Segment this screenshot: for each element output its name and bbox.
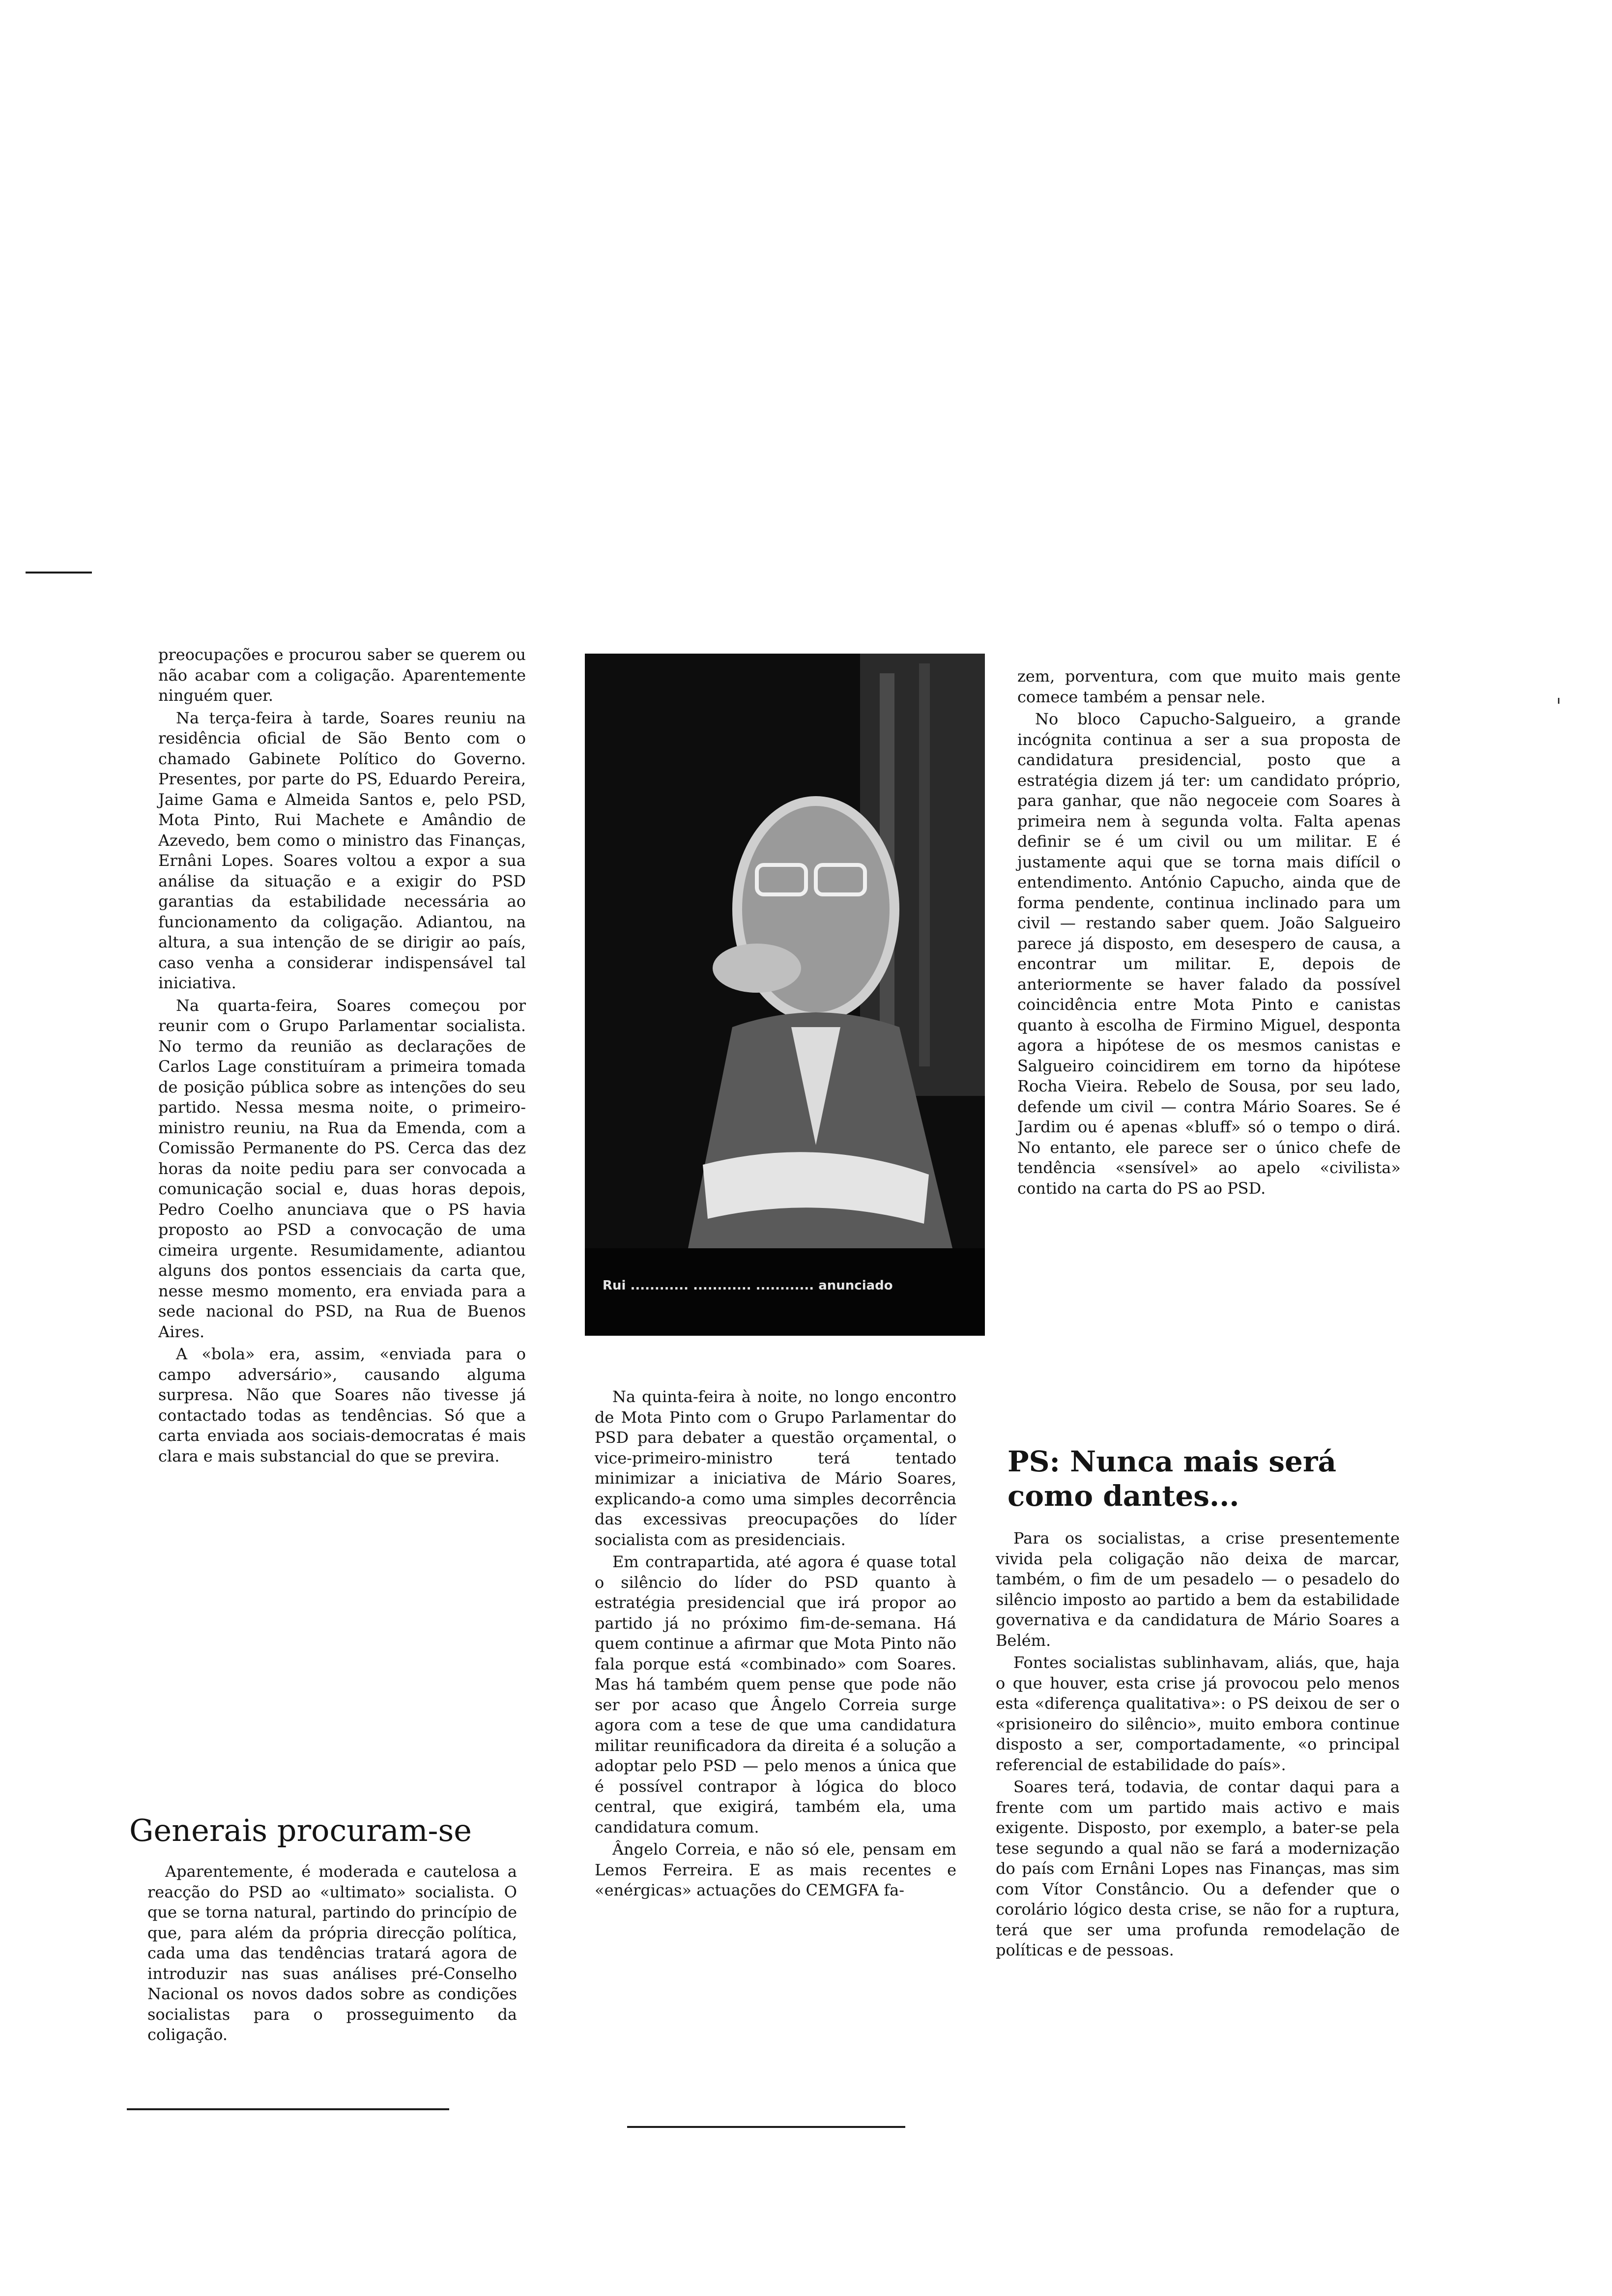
column-3 xyxy=(1017,666,1401,1199)
column-1 xyxy=(158,645,526,1466)
col1-paragraph-2: Na terça-feira à tarde, Soares reuniu na residência oficial de São Bento com o chamado Gabinete Político do Governo. Presentes, por parte do PS, Eduardo Pereira, Jaime Gama e Almeida Santos e, pelo PSD, Mota Pinto, Rui Machete e Amândio de Azevedo, bem como o ministro das Finanças, Ernâni Lopes. Soares voltou a expor a sua análise da situação e a exigir do PSD garantias da estabilidade necessária ao funcionamento da coligação. Adiantou, na altura, a sua intenção de se dirigir ao país, caso venha a considerar indispensável tal iniciativa. xyxy=(158,708,526,992)
margin-mark xyxy=(1558,698,1559,704)
ps-paragraph-1: Para os socialistas, a crise presentemente vivida pela coligação não deixa de marcar, também, o fim de um pesadelo — o pesadelo do silêncio imposto ao partido a bem da estabilidade governativa e da candidatura de Mário Soares a Belém. xyxy=(996,1529,1400,1650)
generais-paragraph-1: Aparentemente, é moderada e cautelosa a reacção do PSD ao «ultimato» socialista. O que se torna natural, partindo do princípio de que, para além da própria direcção política, cada uma das tendências tratará agora de introduzir nas suas análises pré-Conselho Nacional os novos dados sobre as condições socialistas para o prosseguimento da coligação. xyxy=(147,1862,517,2044)
col1-paragraph-1: preocupações e procurou saber se querem ou não acabar com a coligação. Aparentemente ninguém quer. xyxy=(158,645,526,705)
ps-section xyxy=(996,1528,1400,1961)
edge-rule xyxy=(26,572,92,574)
photo-caption: Rui ............ ............ ............ anunciado xyxy=(603,1278,893,1293)
col2-paragraph-3: Ângelo Correia, e não só ele, pensam em Lemos Ferreira. E as mais recentes e «enérgicas» actuações do CEMGFA fa- xyxy=(595,1840,956,1899)
ps-paragraph-2: Fontes socialistas sublinhavam, aliás, que, haja o que houver, esta crise já provocou pelo menos esta «diferença qualitativa»: o PS deixou de ser o «prisioneiro do silêncio», muito embora continue disposto a ser, comportadamente, «o principal referencial de estabilidade do país». xyxy=(996,1653,1400,1774)
portrait-illustration xyxy=(585,654,985,1336)
portrait-photo xyxy=(585,654,985,1336)
heading-ps: PS: Nunca mais será como dantes... xyxy=(1008,1445,1337,1513)
col3-paragraph-2: No bloco Capucho-Salgueiro, a grande incógnita continua a ser a sua proposta de candidatura presidencial, posto que a estratégia dizem já ter: um candidato próprio, para ganhar, que não negoceie com Soares à primeira nem à segunda volta. Falta apenas definir se é um civil ou um militar. E é justamente aqui que se torna mais difícil o entendimento. António Capucho, ainda que de forma pendente, continua inclinado para um civil — restando saber quem. João Salgueiro parece já disposto, em desespero de causa, a encontrar um militar. E, depois de anteriormente se haver falado da possível coincidência entre Mota Pinto e canistas quanto à escolha de Firmino Miguel, desponta agora a hipótese de os mesmos canistas e Salgueiro coincidirem em torno da hipótese Rocha Vieira. Rebelo de Sousa, por seu lado, defende um civil — contra Mário Soares. Se é Jardim ou é apenas «bluff» só o tempo o dirá. No entanto, ele parece ser o único chefe de tendência «sensível» ao apelo «civilista» contido na carta do PS ao PSD. xyxy=(1017,710,1401,1198)
col3-paragraph-1: zem, porventura, com que muito mais gente comece também a pensar nele. xyxy=(1017,667,1401,706)
column-2 xyxy=(595,1387,956,1901)
ps-paragraph-3: Soares terá, todavia, de contar daqui para a frente com um partido mais activo e mais exigente. Disposto, por exemplo, a bater-se pela tese segundo a qual não se fará a modernização do país com Ernâni Lopes nas Finanças, mas sim com Vítor Constâncio. Ou a defender que o corolário lógico desta crise, se não for a ruptura, terá que ser uma profunda remodelação de políticas e de pessoas. xyxy=(996,1778,1400,1959)
col1-paragraph-4: A «bola» era, assim, «enviada para o campo adversário», causando alguma surpresa. Não que Soares não tivesse já contactado todas as tendências. Só que a carta enviada aos sociais-democratas é mais clara e mais substancial do que se previra. xyxy=(158,1345,526,1465)
heading-generais: Generais procuram-se xyxy=(129,1812,472,1849)
column-end-rule-1 xyxy=(127,2108,449,2110)
column-end-rule-2 xyxy=(627,2126,905,2128)
col2-paragraph-2: Em contrapartida, até agora é quase total o silêncio do líder do PSD quanto à estratégia presidencial que irá propor ao partido já no próximo fim-de-semana. Há quem continue a afirmar que Mota Pinto não fala porque está «combinado» com Soares. Mas há também quem pense que pode não ser por acaso que Ângelo Correia surge agora com a tese de que uma candidatura militar reunificadora da direita é a solução a adoptar pelo PSD — pelo menos a única que é possível contrapor à lógica do bloco central, que exigirá, também ela, uma candidatura comum. xyxy=(595,1552,956,1837)
generais-section xyxy=(147,1862,517,2045)
col2-paragraph-1: Na quinta-feira à noite, no longo encontro de Mota Pinto com o Grupo Parlamentar do PSD para debater a questão orçamental, o vice-primeiro-ministro terá tentado minimizar a iniciativa de Mário Soares, explicando-a como uma simples decorrência das excessivas preocupações do líder socialista com as presidenciais. xyxy=(595,1387,956,1549)
col1-paragraph-3: Na quarta-feira, Soares começou por reunir com o Grupo Parlamentar socialista. No termo da reunião as declarações de Carlos Lage constituíram a primeira tomada de posição pública sobre as intenções do seu partido. Nessa mesma noite, o primeiro-ministro reuniu, na Rua da Emenda, com a Comissão Permanente do PS. Cerca das dez horas da noite pediu para ser convocada a comunicação social e, duas horas depois, Pedro Coelho anunciava que o PS havia proposto ao PSD a convocação de uma cimeira urgente. Resumidamente, adiantou alguns dos pontos essenciais da carta que, nesse mesmo momento, era enviada para a sede nacional do PSD, na Rua de Buenos Aires. xyxy=(158,996,526,1341)
